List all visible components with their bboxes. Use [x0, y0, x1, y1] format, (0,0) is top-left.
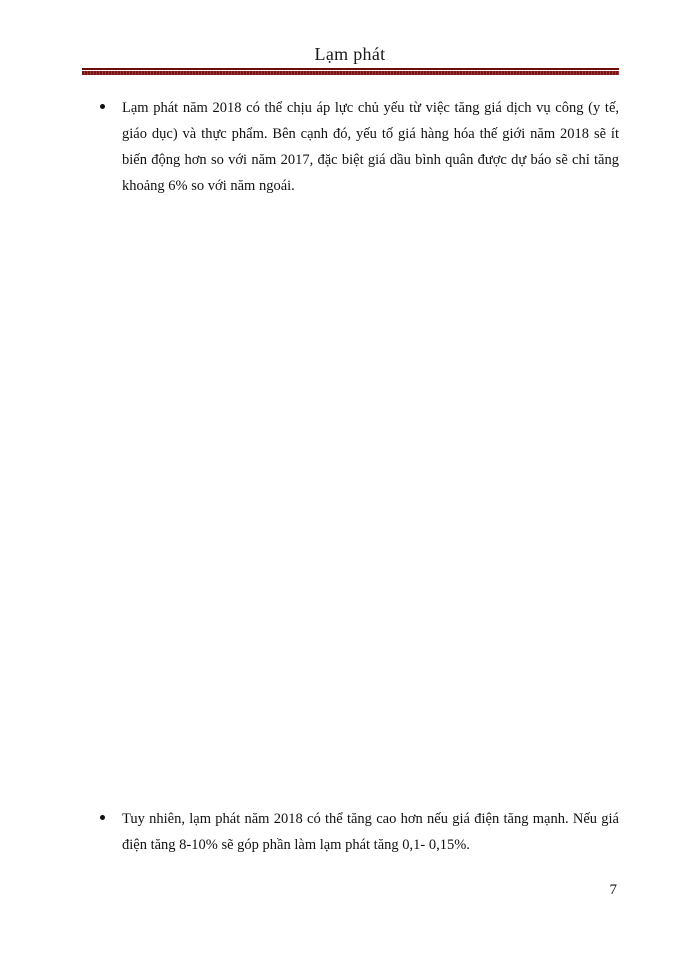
- header-divider: [82, 68, 619, 75]
- bullet-item-2: [100, 806, 619, 858]
- header-divider-thick: [82, 71, 619, 75]
- bullet-icon: [100, 104, 105, 109]
- bullet-item-1: [100, 95, 619, 199]
- bullet-text: Lạm phát năm 2018 có thể chịu áp lực chủ yếu từ việc tăng giá dịch vụ công (y tế, giáo dục) và thực phẩm. Bên cạnh đó, yếu tố giá hàng hóa thế giới năm 2018 sẽ ít biến động hơn so với năm 2017, đặc biệt giá dầu bình quân được dự báo sẽ chỉ tăng khoảng 6% so với năm ngoái.: [122, 100, 619, 194]
- header-divider-thin: [82, 68, 619, 70]
- page-number: 7: [609, 882, 617, 898]
- page-header-title: Lạm phát: [314, 44, 386, 64]
- bullet-icon: [100, 815, 105, 820]
- bullet-text: Tuy nhiên, lạm phát năm 2018 có thể tăng cao hơn nếu giá điện tăng mạnh. Nếu giá điện tăng 8-10% sẽ góp phần làm lạm phát tăng 0,1- 0,15%.: [122, 811, 619, 853]
